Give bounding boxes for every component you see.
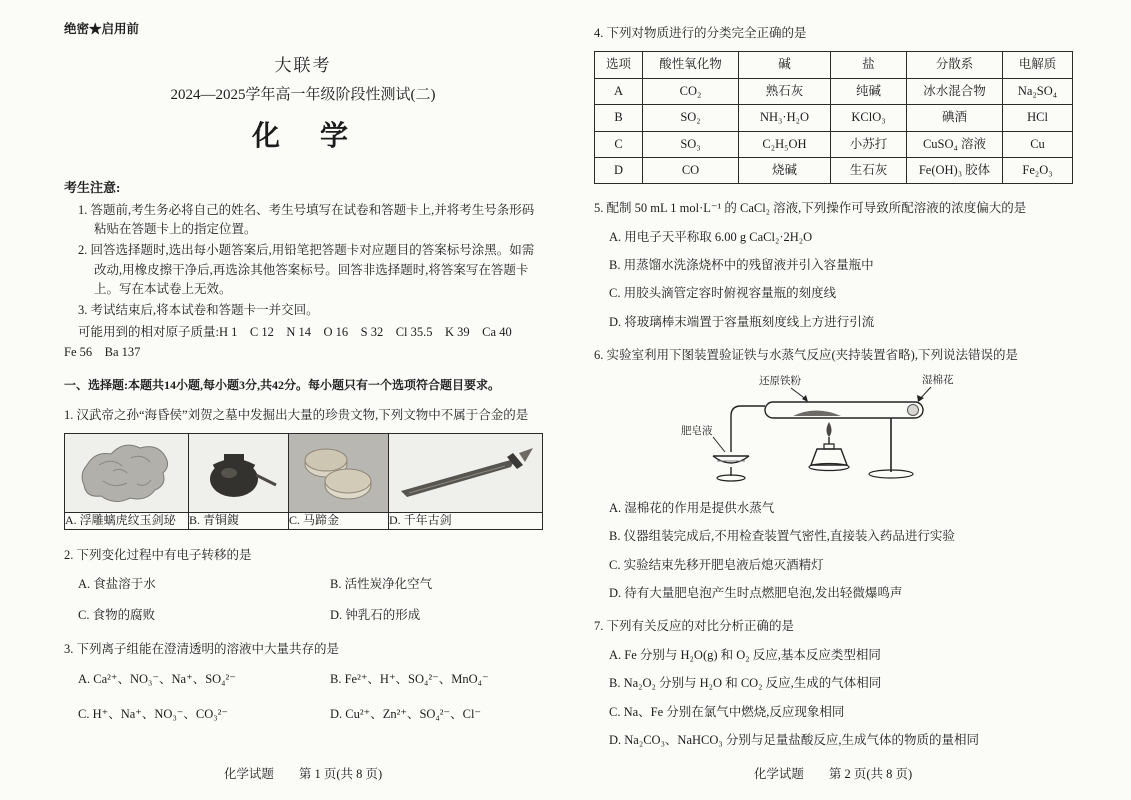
option-3d: D. Cu²⁺、Zn²⁺、SO₄²⁻、Cl⁻ xyxy=(330,706,482,721)
question-5-stem: 5. 配制 50 mL 1 mol·L⁻¹ 的 CaCl₂ 溶液,下列操作可导致所配溶液的浓度偏大的是 xyxy=(594,201,1027,216)
atomic-mass-line-2: Fe 56 Ba 137 xyxy=(64,345,141,360)
table-row-c xyxy=(595,131,1073,157)
exam-brand: 大联考 xyxy=(274,56,332,76)
option-5c: C. 用胶头滴管定容时俯视容量瓶的刻度线 xyxy=(609,286,837,301)
artifact-cell-d xyxy=(389,434,543,513)
option-7a: A. Fe 分别与 H₂O(g) 和 O₂ 反应,基本反应类型相同 xyxy=(609,647,881,662)
table-cell: 碘酒 xyxy=(907,105,1003,131)
option-2b: B. 活性炭净化空气 xyxy=(330,577,433,592)
table-header-cell: 电解质 xyxy=(1003,52,1073,78)
option-6a: A. 湿棉花的作用是提供水蒸气 xyxy=(609,500,775,515)
table-cell: A xyxy=(595,78,643,104)
artifact-image-gold-hoof xyxy=(289,434,388,512)
question-4-stem: 4. 下列对物质进行的分类完全正确的是 xyxy=(594,26,807,40)
table-cell: 熟石灰 xyxy=(739,78,831,104)
table-cell: C xyxy=(595,131,643,157)
option-5a: A. 用电子天平称取 6.00 g CaCl₂·2H₂O xyxy=(609,229,813,244)
question-3-options xyxy=(64,670,542,725)
apparatus-diagram xyxy=(679,372,979,484)
question-2-stem: 2. 下列变化过程中有电子转移的是 xyxy=(64,548,252,563)
page-1 xyxy=(64,0,542,800)
table-cell: Cu xyxy=(1003,131,1073,157)
table-cell: 生石灰 xyxy=(831,157,907,183)
table-cell: CO₂ xyxy=(643,78,739,104)
option-6c: C. 实验结束先移开肥皂液后熄灭酒精灯 xyxy=(609,557,824,572)
table-cell: KClO₃ xyxy=(831,105,907,131)
page-2-footer: 化学试题 第 2 页(共 8 页) xyxy=(753,766,913,781)
table-header-cell: 碱 xyxy=(739,52,831,78)
artifact-caption-a: A. 浮雕螭虎纹玉剑珌 xyxy=(65,513,189,530)
question-1-stem: 1. 汉武帝之孙“海昏侯”刘贺之墓中发掘出大量的珍贵文物,下列文物中不属于合金的是 xyxy=(64,408,529,423)
question-6-stem: 6. 实验室利用下图装置验证铁与水蒸气反应(夹持装置省略),下列说法错误的是 xyxy=(594,348,1018,363)
question-7-stem: 7. 下列有关反应的对比分析正确的是 xyxy=(594,619,795,634)
label-soap-solution: 肥皂液 xyxy=(681,425,713,437)
notice-item-3: 3. 考试结束后,将本试卷和答题卡一并交回。 xyxy=(78,303,319,318)
atomic-mass-line-1: 可能用到的相对原子质量:H 1 C 12 N 14 O 16 S 32 Cl 35.5 K 39 Ca 40 xyxy=(78,324,512,339)
table-header-cell: 分散系 xyxy=(907,52,1003,78)
question-6-diagram-wrap xyxy=(679,372,1072,490)
option-7d: D. Na₂CO₃、NaHCO₃ 分别与足量盐酸反应,生成气体的物质的量相同 xyxy=(609,732,980,747)
subject-title: 化 学 xyxy=(251,120,354,152)
question-1-artifact-table xyxy=(64,433,543,530)
table-row-a xyxy=(595,78,1073,104)
table-cell: SO₃ xyxy=(643,131,739,157)
table-cell: Na₂SO₄ xyxy=(1003,78,1073,104)
classification-banner: 绝密★启用前 xyxy=(64,22,140,36)
artifact-caption-b: B. 青铜鍑 xyxy=(189,513,289,530)
option-5b: B. 用蒸馏水洗涤烧杯中的残留液并引入容量瓶中 xyxy=(609,258,874,272)
table-cell: NH₃·H₂O xyxy=(739,105,831,131)
notice-item-1: 1. 答题前,考生务必将自己的姓名、考生号填写在试卷和答题卡上,并将考生号条形码粘贴在答题卡上的指定位置。 xyxy=(78,202,535,236)
question-5-options xyxy=(594,228,1072,333)
table-cell: 冰水混合物 xyxy=(907,78,1003,104)
table-cell: 纯碱 xyxy=(831,78,907,104)
exam-subtitle: 2024—2025学年高一年级阶段性测试(二) xyxy=(170,86,436,103)
table-cell: Fe(OH)₃ 胶体 xyxy=(907,157,1003,183)
option-3c: C. H⁺、Na⁺、NO₃⁻、CO₃²⁻ xyxy=(78,706,228,721)
artifact-image-bronze-pot xyxy=(189,434,288,512)
table-header-row xyxy=(595,52,1073,78)
artifact-image-ancient-sword xyxy=(389,434,542,512)
table-cell: SO₂ xyxy=(643,105,739,131)
table-cell: D xyxy=(595,157,643,183)
artifact-image-jade-pendant xyxy=(65,434,188,512)
option-6b: B. 仪器组装完成后,不用检查装置气密性,直接装入药品进行实验 xyxy=(609,529,955,544)
table-cell: CuSO₄ 溶液 xyxy=(907,131,1003,157)
table-cell: B xyxy=(595,105,643,131)
option-5d: D. 将玻璃棒末端置于容量瓶刻度线上方进行引流 xyxy=(609,314,875,329)
label-reduced-iron-powder: 还原铁粉 xyxy=(759,375,801,387)
option-3a: A. Ca²⁺、NO₃⁻、Na⁺、SO₄²⁻ xyxy=(78,671,236,686)
page-1-footer: 化学试题 第 1 页(共 8 页) xyxy=(223,766,383,781)
table-cell: 烧碱 xyxy=(739,157,831,183)
option-2d: D. 钟乳石的形成 xyxy=(330,607,421,622)
table-row-d xyxy=(595,157,1073,183)
option-6d: D. 待有大量肥皂泡产生时点燃肥皂泡,发出轻微爆鸣声 xyxy=(609,586,903,600)
question-3-stem: 3. 下列离子组能在澄清透明的溶液中大量共存的是 xyxy=(64,642,340,657)
artifact-cell-c xyxy=(289,434,389,513)
question-2-options xyxy=(64,575,542,625)
artifact-cell-a xyxy=(65,434,189,513)
option-7c: C. Na、Fe 分别在氯气中燃烧,反应现象相同 xyxy=(609,704,845,719)
table-cell: 小苏打 xyxy=(831,131,907,157)
table-cell: C₂H₅OH xyxy=(739,131,831,157)
artifact-caption-d: D. 千年古剑 xyxy=(389,513,543,530)
section-title: 一、选择题:本题共14小题,每小题3分,共42分。每小题只有一个选项符合题目要求。 xyxy=(64,377,500,392)
table-header-cell: 盐 xyxy=(831,52,907,78)
table-cell: HCl xyxy=(1003,105,1073,131)
option-7b: B. Na₂O₂ 分别与 H₂O 和 CO₂ 反应,生成的气体相同 xyxy=(609,676,882,691)
notice-item-2: 2. 回答选择题时,选出每小题答案后,用铅笔把答题卡对应题目的答案标号涂黑。如需改动,用橡皮擦干净后,再选涂其他答案标号。回答非选择题时,将答案写在答题卡上。写在本试卷上无效。 xyxy=(78,243,535,296)
option-2c: C. 食物的腐败 xyxy=(78,607,156,622)
table-row-b xyxy=(595,105,1073,131)
table-cell: CO xyxy=(643,157,739,183)
notice-title: 考生注意: xyxy=(64,180,121,196)
label-wet-cotton: 湿棉花 xyxy=(922,374,954,386)
option-2a: A. 食盐溶于水 xyxy=(78,577,156,592)
table-header-cell: 选项 xyxy=(595,52,643,78)
question-4-classification-table xyxy=(594,51,1073,184)
question-6-options xyxy=(594,499,1072,604)
question-7-options xyxy=(594,646,1072,751)
table-header-cell: 酸性氧化物 xyxy=(643,52,739,78)
artifact-cell-b xyxy=(189,434,289,513)
table-cell: Fe₂O₃ xyxy=(1003,157,1073,183)
option-3b: B. Fe²⁺、H⁺、SO₄²⁻、MnO₄⁻ xyxy=(330,671,489,686)
artifact-caption-c: C. 马蹄金 xyxy=(289,513,389,530)
page-2 xyxy=(594,0,1072,800)
